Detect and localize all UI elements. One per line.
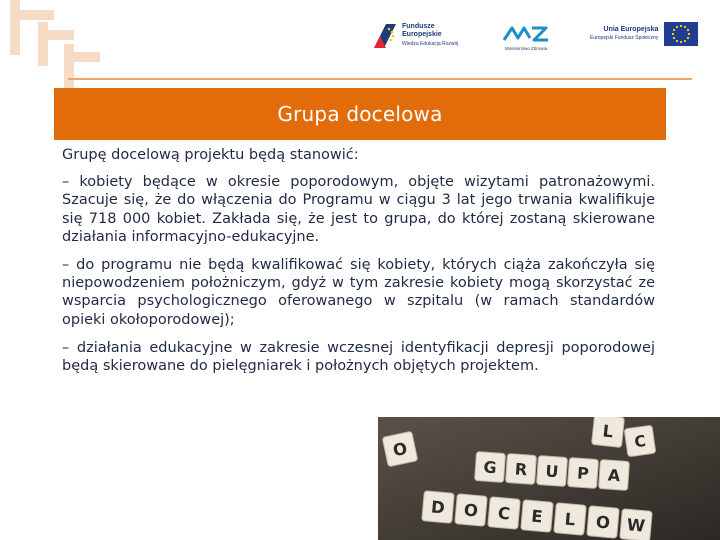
body-paragraph-1: – kobiety będące w okresie poporodowym, objęte wizytami patronażowymi. Szacuje się, że do włączenia do Programu w ciągu 3 lat jego trwania kwalifikuje się 718 000 kobiet. Zakłada się, że jest to grupa, do której zostaną skierowane działania informacyjno-edukacyjne. (62, 174, 655, 245)
tile-misc-3 (624, 425, 656, 457)
tile-misc-3-letter: C (633, 431, 647, 452)
tile-row2-4-letter: E (530, 506, 544, 527)
tile-row1-1 (475, 452, 506, 483)
corner-chevron-decoration (0, 0, 110, 95)
tile-row2-4 (521, 500, 554, 533)
intro-text: Grupę docelową projektu będą stanowić: (62, 147, 359, 163)
slide-title: Grupa docelowa (277, 102, 443, 126)
tile-row2-6-letter: O (595, 512, 611, 533)
tile-row1-1-letter: G (482, 457, 498, 478)
tile-row1-3 (537, 456, 568, 487)
fundusze-europejskie-emblem-icon (372, 20, 398, 50)
tile-row2-7-letter: W (626, 515, 646, 536)
fe-logo-line2: Europejskie (402, 30, 442, 38)
tile-row2-1 (422, 491, 455, 524)
tile-row2-6 (587, 506, 620, 539)
scrabble-tiles-photo (378, 417, 720, 540)
tile-row1-3-letter: U (544, 461, 560, 482)
tile-row1-5 (599, 460, 630, 491)
tile-row1-2 (506, 454, 537, 485)
ministerstwo-zdrowia-logo (498, 22, 554, 56)
unia-europejska-logo (590, 22, 698, 46)
body-paragraph-2: – do programu nie będą kwalifikować się kobiety, których ciąża zakończyła się niepowodzeniem położniczym, gdyż w tym zakresie kobiety mogą skorzystać ze wsparcia psychologicznego oferowanego w szpitalu (w ramach standardów opieki okołoporodowej); (62, 257, 655, 328)
tile-row2-5-letter: L (563, 509, 577, 530)
scrabble-tiles-image (378, 417, 720, 540)
ministerstwo-zdrowia-emblem-icon (498, 22, 554, 46)
eu-flag-icon (664, 22, 698, 46)
tile-row1-2-letter: R (514, 459, 528, 480)
funding-logos-bar (360, 10, 715, 60)
tile-misc-1-letter: O (391, 438, 409, 461)
tile-row1-5-letter: A (607, 465, 621, 486)
tile-row2-1-letter: D (430, 497, 446, 518)
mz-logo-caption: Ministerstwo Zdrowia (504, 46, 548, 51)
tile-row2-5 (554, 503, 587, 536)
fundusze-europejskie-logo (372, 20, 458, 50)
ue-logo-line2: Europejski Fundusz Społeczny (590, 35, 659, 41)
fe-logo-line1: Fundusze (402, 22, 435, 30)
fe-logo-line3: Wiedza Edukacja Rozwój (402, 40, 459, 47)
ue-logo-line1: Unia Europejska (603, 26, 659, 33)
tile-row2-7 (620, 509, 653, 540)
slide-body (62, 146, 655, 385)
tile-misc-1 (382, 431, 418, 467)
tile-row2-3-letter: C (497, 503, 511, 524)
body-paragraph-3: – działania edukacyjne w zakresie wczesnej identyfikacji depresji poporodowej będą skierowane do pielęgniarek i położnych objętych projektem. (62, 339, 655, 375)
header-divider (68, 78, 692, 80)
tile-row2-3 (488, 497, 521, 530)
tile-row1-4-letter: P (576, 463, 590, 484)
tile-row1-4 (568, 458, 599, 489)
tile-misc-2-letter: L (601, 421, 615, 442)
tile-misc-2 (592, 417, 625, 447)
title-banner (54, 88, 666, 140)
tile-row2-2 (455, 494, 488, 527)
tile-row2-2-letter: O (463, 500, 479, 521)
